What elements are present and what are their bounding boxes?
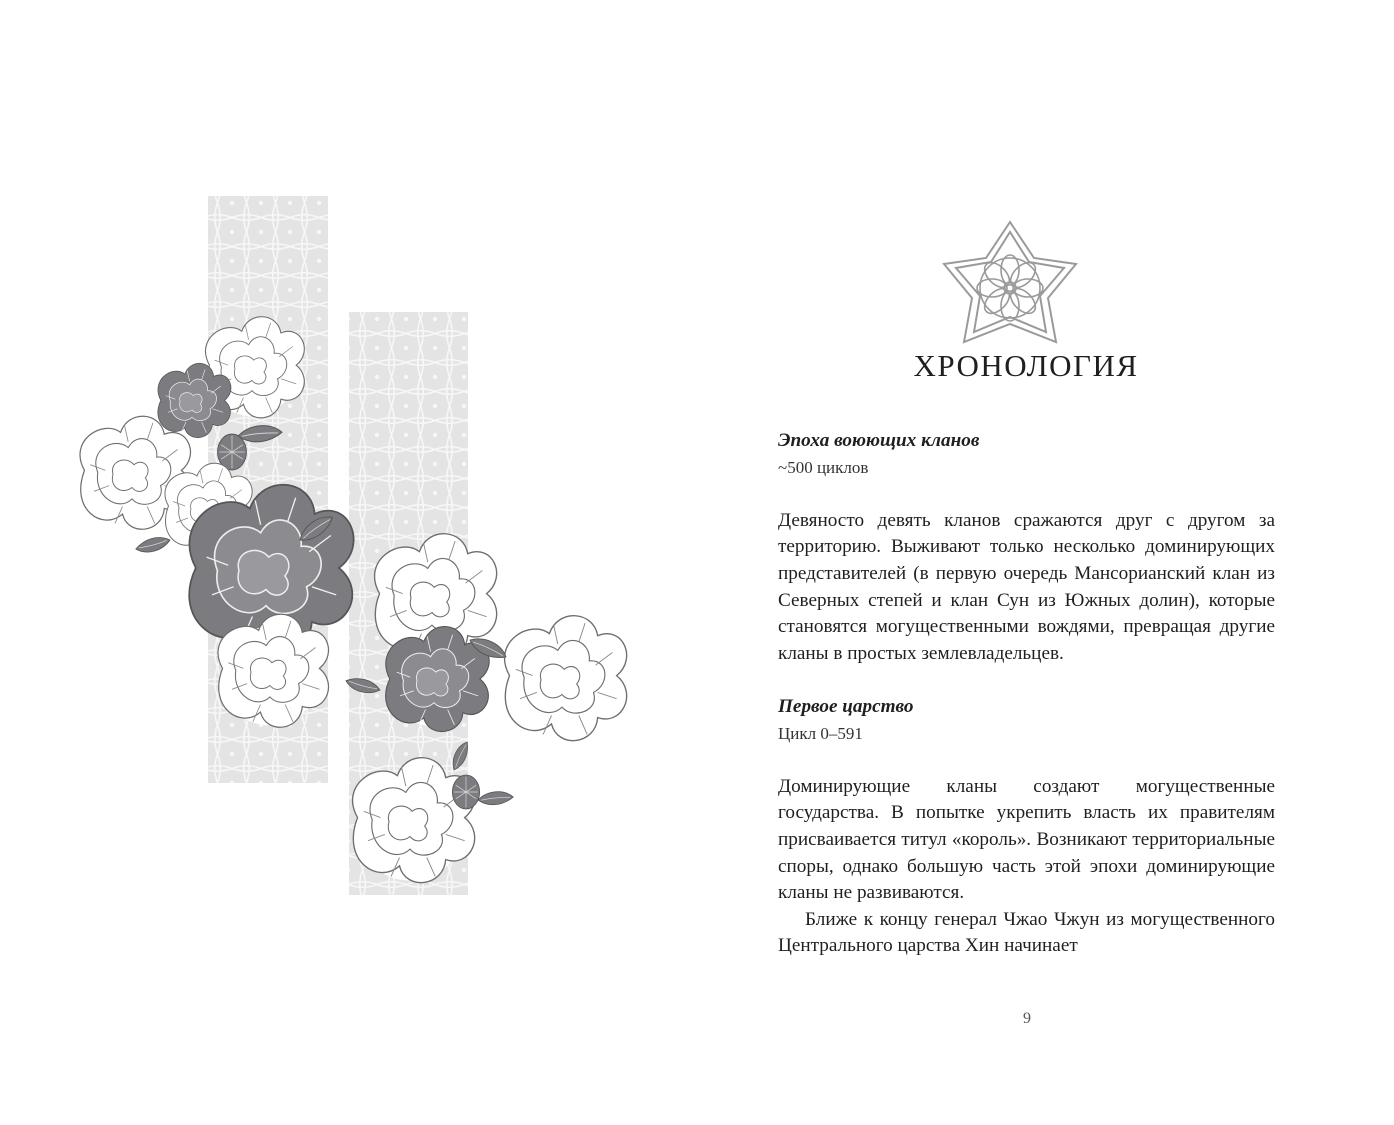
lotus-emblem-icon xyxy=(940,218,1080,350)
chronology-text xyxy=(778,428,1275,960)
page-title: ХРОНОЛОГИЯ xyxy=(913,348,1139,383)
section-date: ~500 циклов xyxy=(778,457,869,477)
section-paragraph: Девяносто девять кланов сражаются друг с другом за территорию. Выживают только несколько доминирующих представителей (в первую очередь Мансорианский клан из Северных степей и клан Сун из Южных долин), которые становятся могущественными вождями, превращая другие кланы в простых землевладельцев. xyxy=(778,509,1275,664)
section-paragraph: Доминирующие кланы создают могущественные государства. В попытке укрепить власть их правителям присваивается титул «король». Возникают территориальные споры, однако большую часть этой эпохи доминирующие кланы не развиваются. xyxy=(778,775,1275,904)
section-first-kingdom xyxy=(778,694,1275,960)
section-heading: Первое царство xyxy=(778,695,914,717)
section-warring-clans xyxy=(778,428,1275,667)
section-heading: Эпоха воюющих кланов xyxy=(778,430,980,451)
section-date: Цикл 0–591 xyxy=(778,723,863,743)
section-paragraph: Ближе к концу генерал Чжао Чжун из могущественного Центрального царства Хин начинает xyxy=(778,908,1275,957)
page-number: 9 xyxy=(1023,1010,1031,1027)
